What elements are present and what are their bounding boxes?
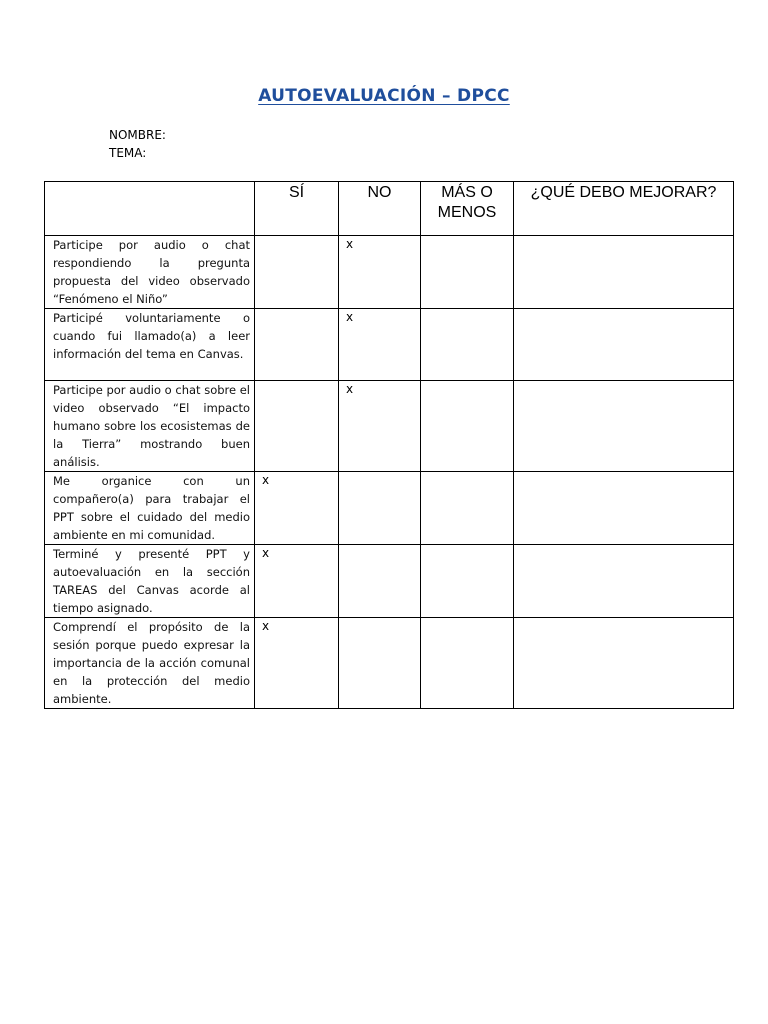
que-debo-mejorar-cell xyxy=(514,472,734,545)
si-cell xyxy=(255,236,339,309)
mas-o-menos-cell xyxy=(421,618,514,709)
criterio-cell: Comprendí el propósito de la sesión porque puedo expresar la importancia de la acción comunal en la protección del medio ambiente. xyxy=(45,618,255,709)
table-row xyxy=(45,236,734,309)
table-row xyxy=(45,545,734,618)
no-cell xyxy=(339,472,421,545)
tema-label: TEMA: xyxy=(109,146,147,160)
mas-o-menos-cell xyxy=(421,236,514,309)
que-debo-mejorar-cell xyxy=(514,309,734,381)
criterio-cell: Me organice con un compañero(a) para trabajar el PPT sobre el cuidado del medio ambiente en mi comunidad. xyxy=(45,472,255,545)
no-cell xyxy=(339,545,421,618)
mas-o-menos-cell xyxy=(421,381,514,472)
no-cell: x xyxy=(339,236,421,309)
criterio-cell: Participé voluntariamente o cuando fui llamado(a) a leer información del tema en Canvas. xyxy=(45,309,255,381)
que-debo-mejorar-cell xyxy=(514,236,734,309)
table-row xyxy=(45,472,734,545)
table-row xyxy=(45,381,734,472)
si-cell: x xyxy=(255,545,339,618)
no-cell: x xyxy=(339,381,421,472)
no-cell: x xyxy=(339,309,421,381)
header-que-debo-mejorar: ¿QUÉ DEBO MEJORAR? xyxy=(514,182,734,236)
que-debo-mejorar-cell xyxy=(514,545,734,618)
mas-o-menos-cell xyxy=(421,545,514,618)
nombre-label: NOMBRE: xyxy=(109,128,166,142)
header-no: NO xyxy=(339,182,421,236)
table-row xyxy=(45,309,734,381)
que-debo-mejorar-cell xyxy=(514,381,734,472)
table-row xyxy=(45,618,734,709)
criterio-cell: Participe por audio o chat respondiendo la pregunta propuesta del video observado “Fenómeno el Niño” xyxy=(45,236,255,309)
document-title: AUTOEVALUACIÓN – DPCC xyxy=(258,86,510,106)
header-criterio xyxy=(45,182,255,236)
self-evaluation-table xyxy=(44,181,734,709)
si-cell: x xyxy=(255,472,339,545)
si-cell xyxy=(255,381,339,472)
header-si: SÍ xyxy=(255,182,339,236)
que-debo-mejorar-cell xyxy=(514,618,734,709)
no-cell xyxy=(339,618,421,709)
mas-o-menos-cell xyxy=(421,472,514,545)
header-mas-o-menos: MÁS O MENOS xyxy=(421,182,514,236)
criterio-cell: Terminé y presenté PPT y autoevaluación en la sección TAREAS del Canvas acorde al tiempo asignado. xyxy=(45,545,255,618)
mas-o-menos-cell xyxy=(421,309,514,381)
criterio-cell: Participe por audio o chat sobre el video observado “El impacto humano sobre los ecosistemas de la Tierra” mostrando buen análisis. xyxy=(45,381,255,472)
header-row xyxy=(45,182,734,236)
si-cell: x xyxy=(255,618,339,709)
si-cell xyxy=(255,309,339,381)
